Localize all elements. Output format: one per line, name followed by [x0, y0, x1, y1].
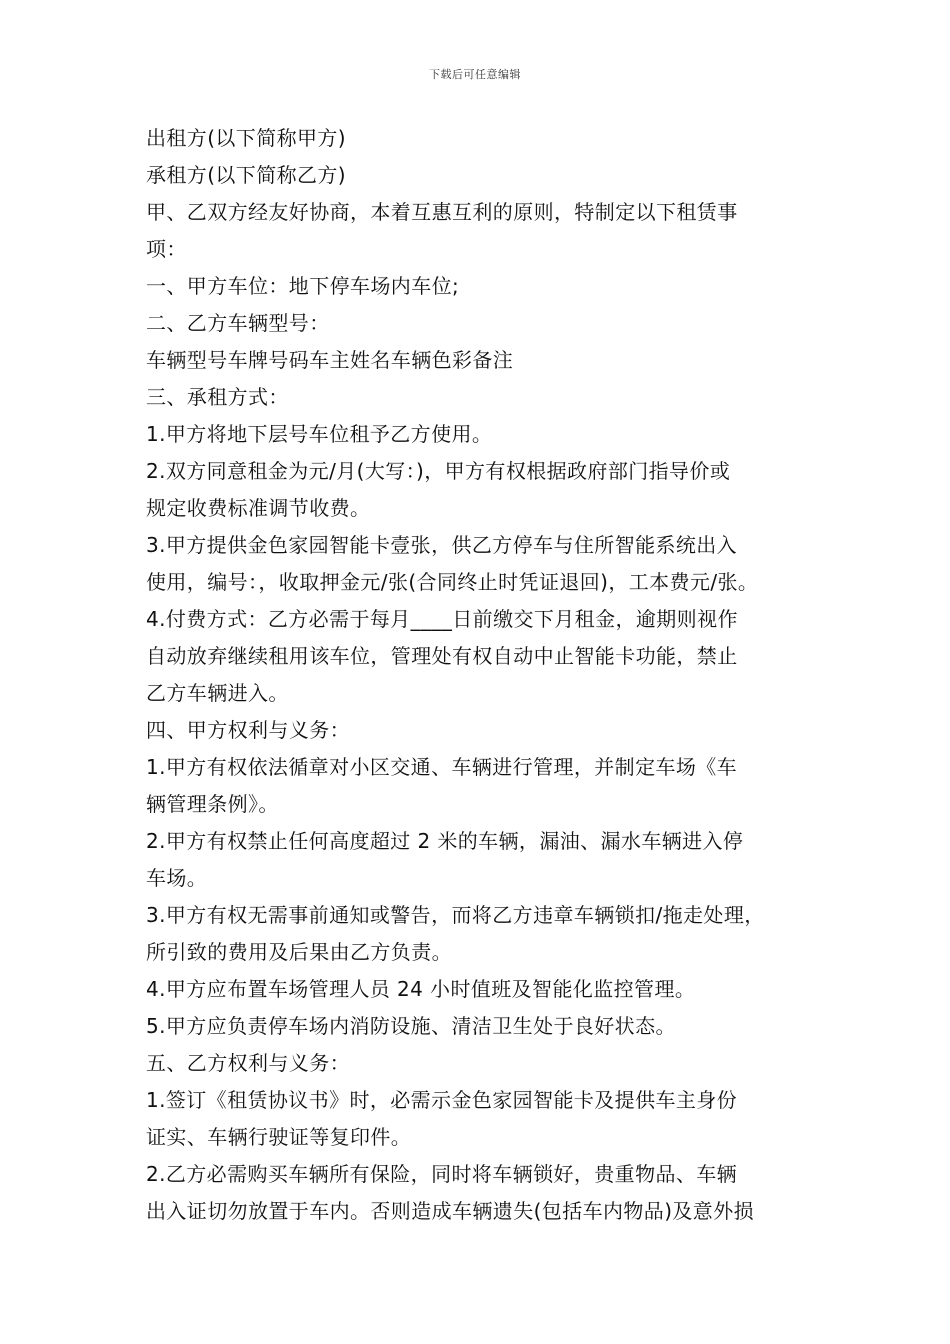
text-line: 4.甲方应布置车场管理人员 24 小时值班及智能化监控管理。 — [146, 977, 696, 1001]
text-line: 甲、乙双方经友好协商，本着互惠互利的原则，特制定以下租赁事 — [146, 200, 738, 224]
text-line: 项： — [146, 237, 187, 261]
contract-body — [146, 120, 826, 1230]
text-line: 出入证切勿放置于车内。否则造成车辆遗失(包括车内物品)及意外损 — [146, 1199, 755, 1223]
text-line: 规定收费标准调节收费。 — [146, 496, 371, 520]
text-line: 辆管理条例》。 — [146, 792, 279, 816]
text-line: 乙方车辆进入。 — [146, 681, 289, 705]
text-line: 2.甲方有权禁止任何高度超过 2 米的车辆，漏油、漏水车辆进入停 — [146, 829, 744, 853]
text-line: 三、承租方式： — [146, 385, 289, 409]
text-line: 所引致的费用及后果由乙方负责。 — [146, 940, 452, 964]
text-line: 5.甲方应负责停车场内消防设施、清洁卫生处于良好状态。 — [146, 1014, 676, 1038]
text-line: 3.甲方提供金色家园智能卡壹张，供乙方停车与住所智能系统出入 — [146, 533, 738, 557]
text-line: 2.乙方必需购买车辆所有保险，同时将车辆锁好，贵重物品、车辆 — [146, 1162, 738, 1186]
text-line: 1.甲方将地下层号车位租予乙方使用。 — [146, 422, 493, 446]
text-line: 一、甲方车位：地下停车场内车位; — [146, 274, 460, 298]
text-line: 1.签订《租赁协议书》时，必需示金色家园智能卡及提供车主身份 — [146, 1088, 738, 1112]
text-line: 2.双方同意租金为元/月(大写：)，甲方有权根据政府部门指导价或 — [146, 459, 731, 483]
text-line: 出租方(以下简称甲方) — [146, 126, 347, 150]
header-watermark: 下载后可任意编辑 — [429, 68, 521, 81]
text-line: 证实、车辆行驶证等复印件。 — [146, 1125, 412, 1149]
text-line: 二、乙方车辆型号： — [146, 311, 330, 335]
text-line: 五、乙方权利与义务： — [146, 1051, 350, 1075]
text-line: 1.甲方有权依法循章对小区交通、车辆进行管理，并制定车场《车 — [146, 755, 738, 779]
text-line: 自动放弃继续租用该车位，管理处有权自动中止智能卡功能，禁止 — [146, 644, 738, 668]
text-line: 四、甲方权利与义务： — [146, 718, 350, 742]
text-line: 车辆型号车牌号码车主姓名车辆色彩备注 — [146, 348, 514, 372]
text-line: 车场。 — [146, 866, 208, 890]
text-line: 3.甲方有权无需事前通知或警告，而将乙方违章车辆锁扣/拖走处理， — [146, 903, 765, 927]
text-line: 使用，编号：，收取押金元/张(合同终止时凭证退回)，工本费元/张。 — [146, 570, 759, 594]
text-line: 4.付费方式：乙方必需于每月____日前缴交下月租金，逾期则视作 — [146, 607, 738, 631]
text-line: 承租方(以下简称乙方) — [146, 163, 347, 187]
